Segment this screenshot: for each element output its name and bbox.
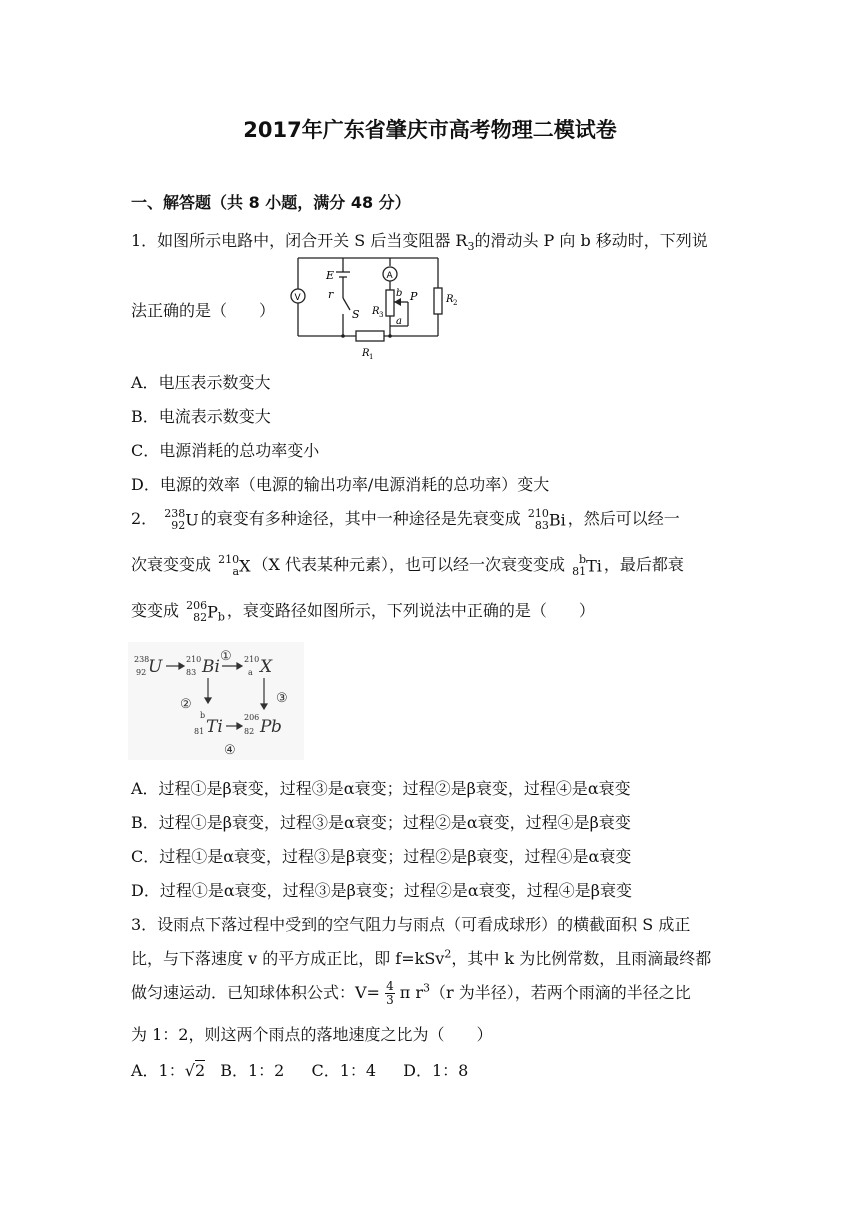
diag-step-1: ①	[220, 649, 232, 664]
q2-line1	[131, 506, 680, 532]
label-R1: R	[362, 348, 370, 359]
pb-mass: 206	[186, 598, 208, 612]
diag-ti-num: 81	[194, 727, 205, 736]
q2-text-4: 次衰变变成	[131, 555, 212, 574]
q1-option-c: C．电源消耗的总功率变小	[131, 441, 320, 460]
x-num: a	[232, 564, 240, 578]
q2-line3	[131, 598, 595, 624]
sqrt-radicand: 2	[194, 1061, 206, 1080]
sqrt-symbol: √	[184, 1061, 195, 1080]
q3-pi-r: π r	[399, 983, 424, 1002]
u-sym: U	[185, 510, 199, 529]
q1-line2: 法正确的是（ ）	[131, 301, 276, 320]
q3-sup-3: 3	[423, 981, 431, 995]
fraction-denominator: 3	[386, 993, 394, 1007]
q1-text-b: 的滑动头 P 向 b 移动时，下列说	[474, 231, 708, 250]
nuclide-bi210	[528, 508, 566, 532]
bi-sym: Bi	[548, 510, 566, 529]
label-R2-sub: 2	[453, 299, 458, 307]
q2-text-5: （X 代表某种元素），也可以经一次衰变变成	[252, 555, 565, 574]
diag-bi-sym: Bi	[202, 657, 220, 677]
q3-option-b: B．1：2	[220, 1061, 285, 1080]
diag-x-mass: 210	[244, 655, 260, 664]
diag-u-sym: U	[148, 657, 163, 677]
q3-text-3b: （r 为半径），若两个雨滴的半径之比	[430, 983, 691, 1002]
q1-option-b: B．电流表示数变大	[131, 407, 271, 426]
diag-pb-num: 82	[244, 727, 255, 736]
ammeter-label: A	[386, 271, 393, 281]
ti-num: 81	[572, 564, 587, 578]
diag-ti-sym: Ti	[206, 717, 223, 737]
label-R2: R	[446, 294, 454, 305]
q1-r3-sub: 3	[467, 240, 475, 254]
q3-line2	[131, 946, 711, 969]
q2-option-a: A．过程①是β衰变，过程③是α衰变；过程②是β衰变，过程④是α衰变	[131, 779, 631, 798]
diag-u-num: 92	[136, 668, 147, 677]
nuclide-u238	[164, 508, 198, 532]
decay-path-diagram	[128, 642, 304, 760]
label-a: a	[396, 316, 402, 327]
diag-pb-mass: 206	[244, 713, 260, 722]
q2-option-d: D．过程①是α衰变，过程③是β衰变；过程②是α衰变，过程④是β衰变	[131, 881, 632, 900]
pb-sub: b	[217, 610, 225, 624]
nuclide-pb206	[186, 600, 225, 624]
q2-text-2: 的衰变有多种途径，其中一种途径是先衰变成	[200, 509, 521, 528]
u-num: 92	[171, 518, 186, 532]
q2-num: 2．	[131, 509, 158, 528]
diag-bi-mass: 210	[186, 655, 202, 664]
label-R1-sub: 1	[369, 353, 374, 361]
q3-option-c: C．1：4	[311, 1061, 377, 1080]
q2-line2	[131, 552, 684, 578]
diag-x-sym: X	[260, 657, 273, 677]
pb-sym: P	[207, 602, 218, 621]
q3-options	[131, 1058, 468, 1081]
nuclide-x210	[218, 554, 250, 578]
diag-ti-mass: b	[200, 711, 206, 720]
voltmeter-label: V	[294, 293, 301, 303]
q1-option-d: D．电源的效率（电源的输出功率/电源消耗的总功率）变大	[131, 475, 550, 494]
bi-num: 83	[534, 518, 549, 532]
label-S: S	[352, 308, 360, 321]
diag-pb-sym: P	[260, 717, 272, 737]
q1-option-a: A．电压表示数变大	[131, 373, 271, 392]
q3-line3	[131, 980, 691, 1007]
fraction-numerator: 4	[386, 979, 394, 993]
q3-option-d: D．1：8	[403, 1061, 469, 1080]
q3-text-2b: ，其中 k 为比例常数，且雨滴最终都	[451, 949, 712, 968]
diag-x-num: a	[248, 668, 253, 677]
q3-line4: 为 1：2，则这两个雨点的落地速度之比为（ ）	[131, 1025, 493, 1044]
q3-line1: 3．设雨点下落过程中受到的空气阻力与雨点（可看成球形）的横截面积 S 成正	[131, 915, 691, 934]
label-R3: R	[372, 306, 380, 317]
q3-option-a: A．1：	[131, 1061, 185, 1080]
q3-text-3a: 做匀速运动．已知球体积公式：V=	[131, 983, 380, 1002]
q2-text-3: ，然后可以经一	[567, 509, 680, 528]
bi-mass: 210	[527, 506, 549, 520]
pb-num: 82	[193, 610, 208, 624]
circuit-diagram	[286, 250, 466, 365]
diag-step-2: ②	[180, 697, 192, 712]
q2-text-6: ，最后都衰	[603, 555, 684, 574]
label-P: P	[410, 290, 418, 303]
diag-bi-num: 83	[186, 668, 197, 677]
nuclide-ti	[572, 554, 602, 578]
ti-sym: Ti	[586, 556, 602, 575]
q2-option-c: C．过程①是α衰变，过程③是β衰变；过程②是β衰变，过程④是α衰变	[131, 847, 632, 866]
diag-pb-b: b	[271, 717, 282, 737]
q1-text-a: 1．如图所示电路中，闭合开关 S 后当变阻器 R	[131, 231, 468, 250]
diag-step-4: ④	[224, 743, 236, 758]
q3-text-2a: 比，与下落速度 v 的平方成正比，即 f=kSv	[131, 949, 445, 968]
label-r: r	[328, 288, 334, 301]
u-mass: 238	[164, 506, 186, 520]
x-mass: 210	[218, 552, 240, 566]
label-R3-sub: 3	[379, 311, 384, 319]
q2-text-8: ，衰变路径如图所示，下列说法中正确的是（ ）	[226, 601, 595, 620]
label-E: E	[326, 269, 335, 282]
volume-fraction	[385, 980, 395, 1007]
page-title: 2017年广东省肇庆市高考物理二模试卷	[243, 118, 617, 142]
section-heading: 一、解答题（共 8 小题，满分 48 分）	[131, 193, 411, 212]
q2-text-7: 变变成	[131, 601, 180, 620]
q2-option-b: B．过程①是β衰变，过程③是α衰变；过程②是α衰变，过程④是β衰变	[131, 813, 631, 832]
q3-sup-2: 2	[444, 947, 452, 961]
diag-u-mass: 238	[134, 655, 150, 664]
label-b: b	[396, 288, 403, 299]
x-sym: X	[239, 556, 251, 575]
ti-mass: b	[579, 552, 587, 566]
diag-step-3: ③	[276, 691, 288, 706]
